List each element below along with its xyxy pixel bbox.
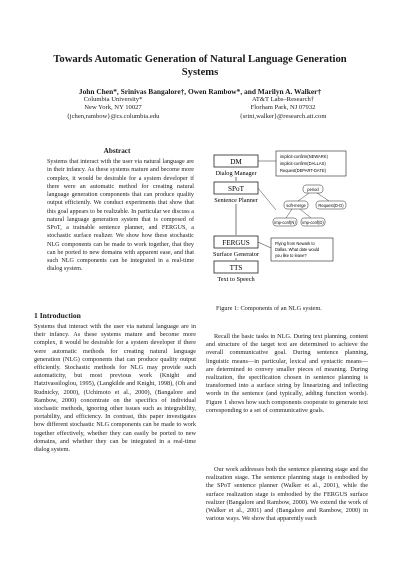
- dm-box-label: Dialog Manager: [215, 170, 257, 177]
- tree-node-root-label: period: [307, 187, 319, 192]
- dm-output-line: Request(DEPART-DATE): [280, 168, 326, 173]
- dm-output-line: implicit-confirm(NEWARK): [280, 154, 328, 159]
- spot-box-name: SPoT: [228, 185, 244, 193]
- connector-fergus-output: [258, 242, 271, 248]
- affiliation-email: {srini,walker}@research.att.com: [239, 112, 327, 120]
- fergus-box-label: Surface Generator: [213, 251, 259, 258]
- paper-title: Towards Automatic Generation of Natural Language Generation Systems: [53, 54, 347, 78]
- body-paragraph: Our work addresses both the sentence planning stage and the realization stage. The sentence planning stage is embodied by the SPoT sentence planner (Walker et al., 2001), while the surface realization stage is embodied by the FERGUS surface realizer (Bangalore and Rambow, 2000). We extend the work of (Walker et al., 2001) and (Bangalore and Rambow, 2000) in various ways. We show that apparently each: [206, 466, 368, 523]
- introduction-body: Systems that interact with the user via natural language are in their infancy. As these systems mature and become more complex, it would be desirable for a system developer if there were automatic methods for creating natural language generation (NLG) components that can produce quality output efficiently. Stochastic methods for NLG may provide such automaticity, but most previous work (Knight and Hatzivassiloglou, 1995), (Langkilde and Knight, 1998), (Oh and Rudnicky, 2000), (Uchimoto et al., 2000), (Bangalore and Rambow, 2000) concentrate on the specifics of individual stochastic methods, ignoring other issues such as integrability, portability, and efficiency. In contrast, this paper investigates how different stochastic NLG components can be made to work together effectively, whether they can easily be ported to new domains, and whether they can be integrated in a real-time dialog system.: [34, 323, 196, 454]
- abstract-body: Systems that interact with the user via natural language are in their infancy. As these systems mature and become more complex, it would be desirable for a system developer if there were an automatic method for creating natural language generation components that can produce quality output efficiently. We conduct experiments that show that this goal appears to be realizable. In particular we discuss a natural language generation system that is composed of SPoT, a trainable sentence planner, and FERGUS, a stochastic surface realizer. We show how these stochastic NLG components can be made to work together, that they can be ported to new domains with apparent ease, and that such NLG components can be integrated in a real-time dialog system.: [47, 159, 194, 273]
- section-heading-introduction: 1 Introduction: [34, 311, 81, 320]
- affiliation-org: Columbia University*: [83, 96, 143, 103]
- affiliation-columbia: [33, 96, 193, 121]
- tree-edge: [300, 209, 311, 218]
- tree-node-leaf-a-label: imp-conf(N): [274, 220, 296, 225]
- affiliation-city: Florham Park, NJ 07932: [250, 104, 316, 112]
- figure-diagram: [205, 148, 368, 283]
- tts-box-name: TTS: [229, 264, 243, 272]
- tree-edge: [317, 193, 329, 201]
- affiliation-att: [203, 96, 363, 121]
- figure-caption: Figure 1: Components of an NLG system.: [216, 305, 322, 312]
- figure-nlg-components: [205, 148, 368, 283]
- fergus-box-name: FERGUS: [222, 239, 250, 247]
- dm-output-line: implicit-confirm(DALLAS): [280, 161, 326, 166]
- tree-edge: [286, 209, 292, 218]
- affiliation-org: AT&T Labs–Research†: [251, 96, 315, 103]
- tree-node-leaf-right-label: Request(D-D): [318, 203, 344, 208]
- affiliation-city: New York, NY 10027: [84, 104, 142, 112]
- author-list: John Chen*, Srinivas Bangalore†, Owen Rambow*, and Marilyn A. Walker†: [78, 87, 322, 96]
- fergus-output-line: Dallas. What date would: [275, 247, 320, 252]
- tree-node-mid-label: soft-merge: [286, 203, 306, 208]
- connector-spot-tree: [258, 188, 276, 210]
- affiliation-email: {jchen,rambow}@cs.columbia.edu: [66, 112, 160, 120]
- tts-box-label: Text to Speech: [217, 276, 255, 283]
- spot-box-label: Sentence Planner: [214, 197, 258, 204]
- tree-node-leaf-b-label: imp-conf(D): [302, 220, 324, 225]
- tree-edge: [298, 193, 309, 201]
- body-paragraph: Recall the basic tasks in NLG. During text planning, content and structure of the target text are determined to achieve the overall communicative goal. During sentence planning, linguistic means—in particular, lexical and syntactic means—are determined to convey smaller pieces of meaning. During realization, the specification chosen in sentence planning is transformed into a surface string by linearizing and inflecting words in the sentence (and typically, adding function words). Figure 1 shows how such components cooperate to generate text corresponding to a set of communicative goals.: [206, 333, 368, 414]
- fergus-output-line: you like to leave?: [275, 253, 307, 258]
- abstract-heading: Abstract: [103, 147, 131, 155]
- fergus-output-line: Flying from Newark to: [275, 241, 315, 246]
- dm-box-name: DM: [230, 158, 242, 166]
